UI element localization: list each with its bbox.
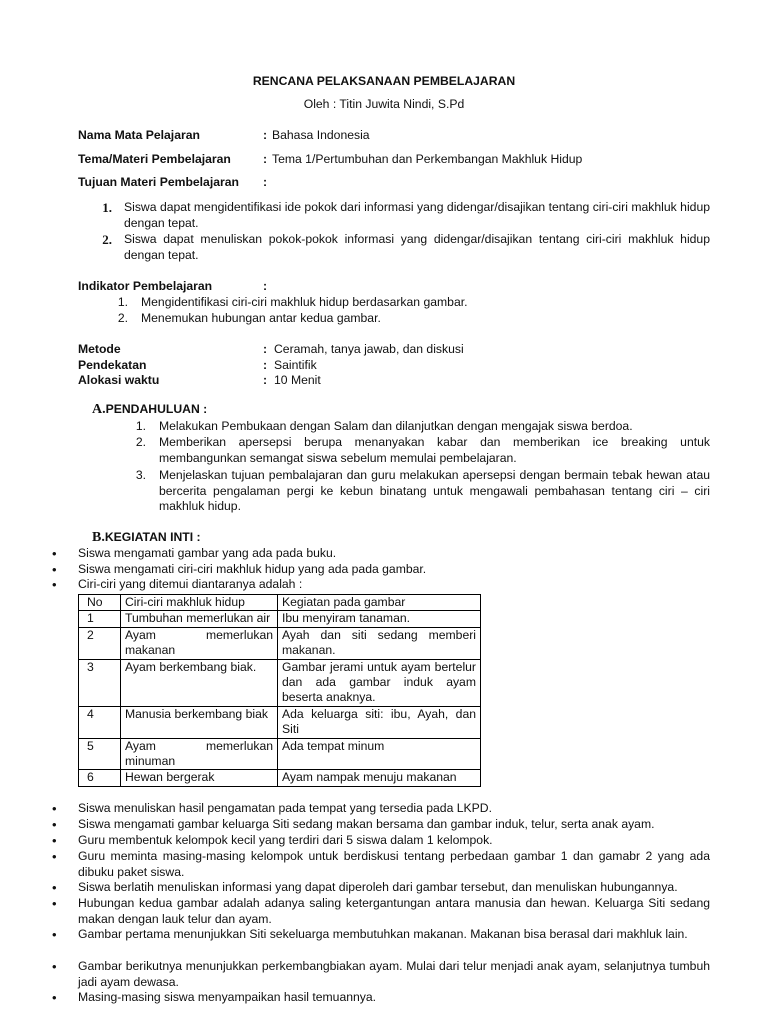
tujuan-label: Tujuan Materi Pembelajaran <box>78 175 239 189</box>
table-cell: Gambar jerami untuk ayam bertelur dan ada gambar induk ayam beserta anaknya. <box>278 659 481 706</box>
ciri-ciri-table <box>78 594 481 787</box>
list-number: 2. <box>117 311 128 325</box>
list-number: 1. <box>135 419 146 433</box>
list-item: Siswa mengamati gambar yang ada pada buku. <box>78 546 337 560</box>
list-number: 1. <box>117 295 128 309</box>
table-cell: Ayam nampak menuju makanan <box>278 770 481 786</box>
bullet: • <box>52 546 57 561</box>
table-cell: Ayah dan siti sedang memberi makanan. <box>278 627 481 659</box>
bullet: • <box>52 849 57 864</box>
list-item: Memberikan apersepsi berupa menanyakan kabar dan memberikan ice breaking untuk membangunkan semangat siswa sebelum memulai pembelajaran. <box>159 435 710 465</box>
list-item: Masing-masing siswa menyampaikan hasil temuannya. <box>78 990 377 1004</box>
bullet: • <box>52 817 57 832</box>
bullet: • <box>52 959 57 974</box>
mapel-label: Nama Mata Pelajaran <box>78 128 200 142</box>
colon: : <box>263 342 268 356</box>
table-cell: 3 <box>79 659 121 706</box>
pendekatan-value: Saintifik <box>274 358 317 372</box>
table-cell: Ayam memerlukan makanan <box>121 627 278 659</box>
mapel-value: Bahasa Indonesia <box>272 128 370 142</box>
tema-label: Tema/Materi Pembelajaran <box>78 152 231 166</box>
colon: : <box>263 358 268 372</box>
list-number: 2. <box>102 232 112 247</box>
table-cell: Tumbuhan memerlukan air <box>121 611 278 627</box>
table-cell: 5 <box>79 738 121 770</box>
indikator-label: Indikator Pembelajaran <box>78 279 213 293</box>
section-heading-pendahuluan <box>92 402 207 418</box>
pendekatan-label: Pendekatan <box>78 358 147 372</box>
list-item: Ciri-ciri yang ditemui diantaranya adalah : <box>78 577 303 591</box>
bullet: • <box>52 927 57 942</box>
table-header-cell: No <box>79 595 121 611</box>
table-cell: Hewan bergerak <box>121 770 278 786</box>
list-number: 2. <box>135 435 146 449</box>
colon: : <box>263 128 268 142</box>
table-header-row <box>79 595 481 611</box>
document-author: Oleh : Titin Juwita Nindi, S.Pd <box>303 97 465 111</box>
alokasi-value: 10 Menit <box>274 373 321 387</box>
document-title: RENCANA PELAKSANAAN PEMBELAJARAN <box>252 74 516 88</box>
table-cell: 2 <box>79 627 121 659</box>
list-item: Menemukan hubungan antar kedua gambar. <box>141 311 381 325</box>
bullet: • <box>52 880 57 895</box>
table-cell: Ayam memerlukan minuman <box>121 738 278 770</box>
table-row <box>79 611 481 627</box>
table-cell: 4 <box>79 706 121 738</box>
list-item: Gambar berikutnya menunjukkan perkembangbiakan ayam. Mulai dari telur menjadi anak ayam, selanjutnya tumbuh jadi ayam dewasa. <box>78 959 710 989</box>
list-item: Guru membentuk kelompok kecil yang terdiri dari 5 siswa dalam 1 kelompok. <box>78 833 493 847</box>
list-item: Mengidentifikasi ciri-ciri makhluk hidup berdasarkan gambar. <box>141 295 468 309</box>
list-item: Gambar pertama menunjukkan Siti sekeluarga membutuhkan makanan. Makanan bisa berasal dari makhluk lain. <box>78 927 688 941</box>
colon: : <box>263 152 268 166</box>
table-row <box>79 659 481 706</box>
table-cell: Ada tempat minum <box>278 738 481 770</box>
table-header-cell: Kegiatan pada gambar <box>278 595 481 611</box>
list-item: Siswa mengamati ciri-ciri makhluk hidup yang ada pada gambar. <box>78 562 427 576</box>
list-item: Siswa berlatih menuliskan informasi yang dapat diperoleh dari gambar tersebut, dan menuliskan hubungannya. <box>78 880 678 894</box>
colon: : <box>263 175 268 189</box>
alokasi-label: Alokasi waktu <box>78 373 160 387</box>
bullet: • <box>52 896 57 911</box>
list-item: Hubungan kedua gambar adalah adanya saling ketergantungan antara manusia dan hewan. Keluarga Siti sedang makan dengan lauk telur dan ayam. <box>78 896 710 926</box>
section-heading-inti <box>92 530 201 546</box>
colon: : <box>263 373 268 387</box>
list-item: Menjelaskan tujuan pembalajaran dan guru melakukan apersepsi dengan bermain tebak hewan atau bercerita pengalaman pergi ke kebun binatang untuk mengawali pembahasan tentang ciri – ciri makhluk hidup. <box>159 468 710 514</box>
metode-value: Ceramah, tanya jawab, dan diskusi <box>274 342 464 356</box>
list-number: 1. <box>102 200 112 215</box>
list-item: Melakukan Pembukaan dengan Salam dan dilanjutkan dengan mengajak siswa berdoa. <box>159 419 633 433</box>
list-item: Siswa mengamati gambar keluarga Siti sedang makan bersama dan gambar induk, telur, serta anak ayam. <box>78 817 655 831</box>
table-cell: Ayam berkembang biak. <box>121 659 278 706</box>
list-item: Guru meminta masing-masing kelompok untuk berdiskusi tentang perbedaan gambar 1 dan gamabr 2 yang ada dibuku paket siswa. <box>78 849 710 879</box>
bullet: • <box>52 990 57 1005</box>
table-row <box>79 738 481 770</box>
table-cell: Ada keluarga siti: ibu, Ayah, dan Siti <box>278 706 481 738</box>
section-title: PENDAHULUAN : <box>105 402 208 416</box>
list-item: Siswa dapat mengidentifikasi ide pokok dari informasi yang didengar/disajikan tentang ciri-ciri makhluk hidup dengan tepat. <box>124 200 710 230</box>
table-cell: 1 <box>79 611 121 627</box>
bullet: • <box>52 801 57 816</box>
bullet: • <box>52 833 57 848</box>
metode-label: Metode <box>78 342 121 356</box>
section-letter: A. <box>92 402 106 417</box>
table-cell: 6 <box>79 770 121 786</box>
bullet: • <box>52 562 57 577</box>
list-item: Siswa dapat menuliskan pokok-pokok informasi yang didengar/disajikan tentang ciri-ciri makhluk hidup dengan tepat. <box>124 232 710 262</box>
colon: : <box>263 279 268 293</box>
table-cell: Manusia berkembang biak <box>121 706 278 738</box>
list-item: Siswa menuliskan hasil pengamatan pada tempat yang tersedia pada LKPD. <box>78 801 492 815</box>
section-letter: B. <box>92 530 105 545</box>
table-row <box>79 627 481 659</box>
table-row <box>79 770 481 786</box>
table-header-cell: Ciri-ciri makhluk hidup <box>121 595 278 611</box>
section-title: KEGIATAN INTI : <box>104 530 201 544</box>
list-number: 3. <box>135 468 146 482</box>
table-row <box>79 706 481 738</box>
bullet: • <box>52 577 57 592</box>
table-cell: Ibu menyiram tanaman. <box>278 611 481 627</box>
tema-value: Tema 1/Pertumbuhan dan Perkembangan Makhluk Hidup <box>272 152 583 166</box>
